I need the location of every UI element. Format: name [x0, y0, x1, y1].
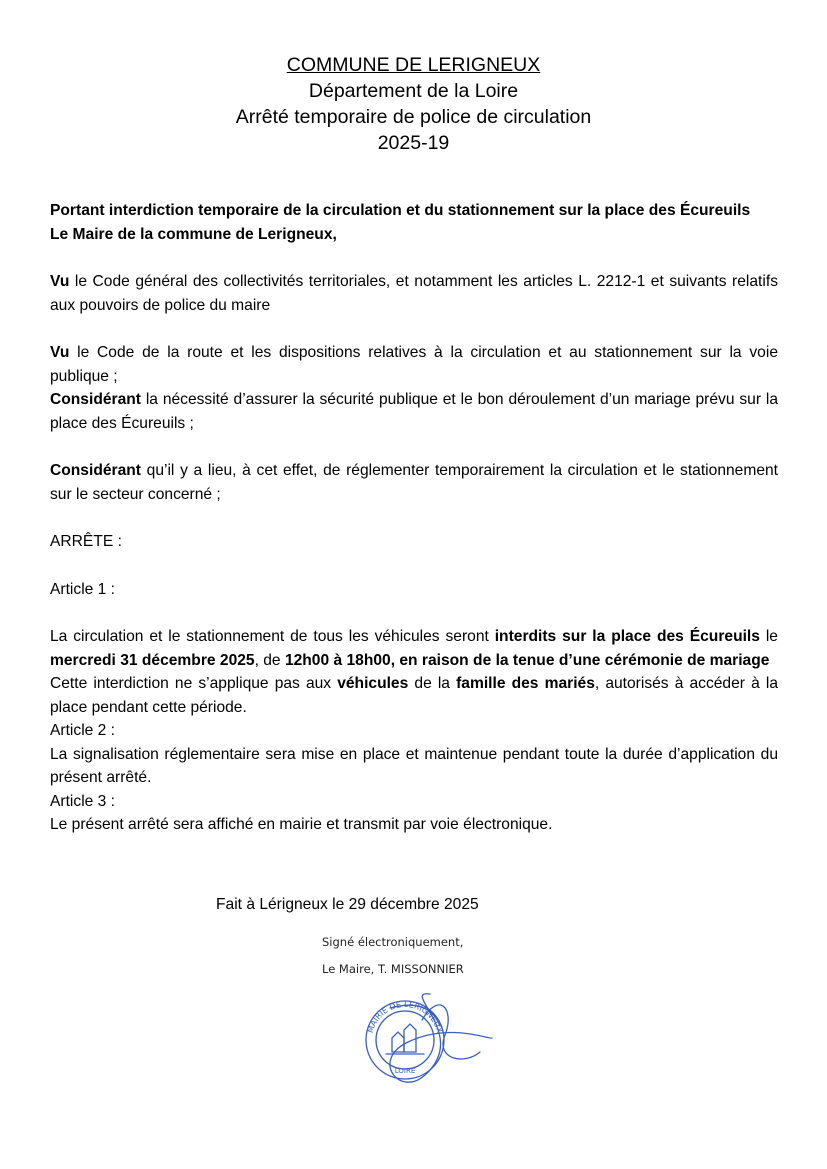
signature-line-2: Le Maire, T. MISSONNIER [322, 962, 464, 976]
article-3-title: Article 3 : [50, 792, 115, 810]
fait-a-line: Fait à Lérigneux le 29 décembre 2025 [216, 896, 479, 913]
considerant-reglementation: Considérant qu’il y a lieu, à cet effet, de réglementer temporairement la circulation et le stationnement sur le secteur concerné ; [50, 462, 778, 503]
article-2-text: La signalisation réglementaire sera mise en place et maintenue pendant toute la durée d’application du présent arrêté. [50, 745, 778, 786]
arrete-heading: ARRÊTE : [50, 533, 122, 550]
article-1-exception: Cette interdiction ne s’applique pas aux véhicules de la famille des mariés, autorisés à accéder à la place pendant cette période. [50, 675, 778, 716]
document-body [50, 199, 778, 837]
visa-code-route: Vu le Code de la route et les dispositions relatives à la circulation et au stationnement sur la voie publique ; [50, 344, 778, 385]
considerant-securite: Considérant la nécessité d’assurer la sécurité publique et le bon déroulement d’un mariage prévu sur la place des Écureuils ; [50, 391, 778, 432]
commune-title: COMMUNE DE LERIGNEUX [286, 54, 541, 76]
maire-line: Le Maire de la commune de Lerigneux, [50, 225, 337, 243]
stamp-bottom-text: LOIRE [394, 1067, 416, 1075]
article-1-title: Article 1 : [50, 580, 115, 598]
visa-code-collectivites: Vu le Code général des collectivités territoriales, et notamment les articles L. 2212-1 et suivants relatifs aux pouvoirs de police du maire [50, 273, 778, 314]
arrete-number: 2025-19 [377, 132, 450, 154]
signature-block [322, 929, 464, 983]
stamp-tower [404, 1024, 416, 1052]
article-1-interdiction: La circulation et le stationnement de tous les véhicules seront interdits sur la place des Écureuils le mercredi 31 décembre 2025, de 12h00 à 18h00, en raison de la tenue d’une cérémonie de mariage [50, 628, 778, 669]
mairie-stamp-icon [330, 980, 500, 1090]
document-header [0, 52, 827, 156]
article-2-title: Article 2 : [50, 722, 115, 739]
article-3-text: Le présent arrêté sera affiché en mairie et transmit par voie électronique. [50, 816, 553, 833]
stamp-text: MAIRIE DE LERIGNEUX [365, 999, 445, 1034]
arrete-type-line: Arrêté temporaire de police de circulation [235, 106, 592, 128]
subject-line: Portant interdiction temporaire de la circulation et du stationnement sur la place des Écureuils [50, 202, 751, 219]
departement-line: Département de la Loire [308, 80, 519, 102]
signature-line-1: Signé électroniquement, [322, 935, 464, 949]
stamp-inner-ring [376, 1011, 434, 1069]
